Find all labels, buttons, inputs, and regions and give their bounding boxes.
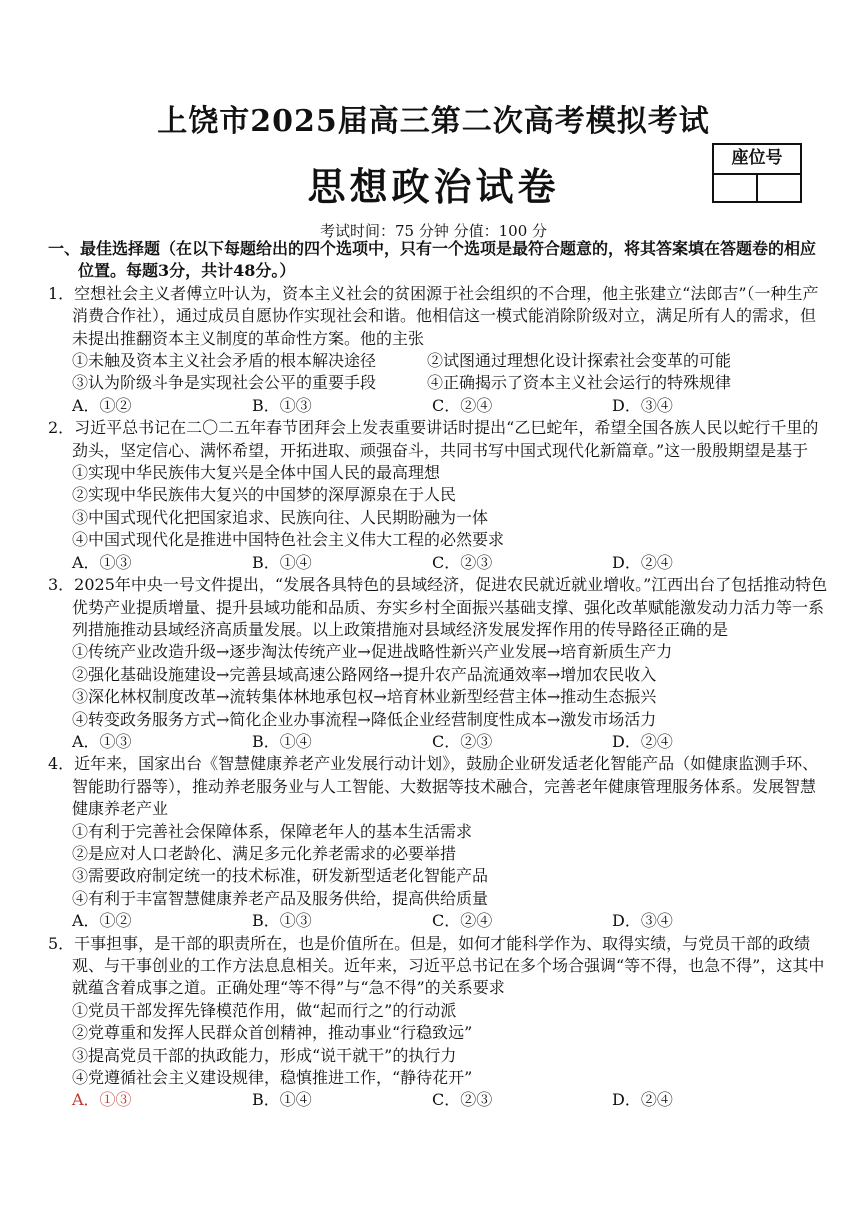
question-stem: 4．近年来，国家出台《智慧健康养老产业发展行动计划》，鼓励企业研发适老化智能产品（如健康监测手环、智能助行器等），推动养老服务业与人工智能、大数据等技术融合，完善老年健康管理服务体系。发展智慧健康养老产业 xyxy=(48,754,819,819)
seat-cell-2 xyxy=(756,175,800,203)
answer-choice-b: B．①③ xyxy=(252,911,312,931)
option-statement: ①传统产业改造升级→逐步淘汰传统产业→促进战略性新兴产业发展→培育新质生产力 xyxy=(72,642,673,662)
answer-choice-c: C．②③ xyxy=(432,552,493,572)
answer-choice-b: B．①④ xyxy=(252,731,312,751)
answer-choice-b: B．①④ xyxy=(252,1090,312,1110)
answer-choices xyxy=(48,731,828,753)
option-statement: ②党尊重和发挥人民群众首创精神，推动事业“行稳致远” xyxy=(72,1023,473,1043)
option-statement: ②是应对人口老龄化、满足多元化养老需求的必要举措 xyxy=(72,843,457,863)
option-statement: ③认为阶级斗争是实现社会公平的重要手段 xyxy=(72,373,377,393)
answer-choice-c: C．②④ xyxy=(432,911,493,931)
option-statement: ②强化基础设施建设→完善县域高速公路网络→提升农产品流通效率→增加农民收入 xyxy=(72,664,657,684)
option-statement: ①党员干部发挥先锋模范作用，做“起而行之”的行动派 xyxy=(72,1000,457,1020)
answer-choice-d: D．②④ xyxy=(612,552,673,572)
answer-choice-b: B．①③ xyxy=(252,395,312,415)
answer-choice-d: D．②④ xyxy=(612,1090,673,1110)
option-statement: ②实现中华民族伟大复兴的中国梦的深厚源泉在于人民 xyxy=(72,485,457,505)
question-2 xyxy=(48,417,828,574)
option-statement: ④党遵循社会主义建设规律，稳慎推进工作，“静待花开” xyxy=(72,1068,473,1088)
seat-number-box xyxy=(712,143,802,203)
option-statement: ④正确揭示了资本主义社会运行的特殊规律 xyxy=(427,373,732,393)
option-statement: ④转变政务服务方式→简化企业办事流程→降低企业经营制度性成本→激发市场活力 xyxy=(72,709,657,729)
seat-number-label: 座位号 xyxy=(714,145,800,175)
answer-choice-d: D．③④ xyxy=(612,911,673,931)
exam-content xyxy=(48,238,828,1112)
answer-choice-d: D．③④ xyxy=(612,395,673,415)
answer-choices xyxy=(48,552,828,574)
answer-choice-a: A．①③ xyxy=(72,552,132,572)
exam-subtitle: 思想政治试卷 xyxy=(307,164,560,209)
answer-choice-a: A．①③ xyxy=(72,731,132,751)
answer-choices xyxy=(48,910,828,932)
option-statement: ①未触及资本主义社会矛盾的根本解决途径 xyxy=(72,351,377,371)
option-statement: ③中国式现代化把国家追求、民族向往、人民期盼融为一体 xyxy=(72,507,489,527)
option-statement: ①实现中华民族伟大复兴是全体中国人民的最高理想 xyxy=(72,463,441,483)
answer-choice-a: A．①③ xyxy=(72,1090,132,1110)
answer-choice-a: A．①② xyxy=(72,395,132,415)
question-stem: 2．习近平总书记在二〇二五年春节团拜会上发表重要讲话时提出“乙巳蛇年，希望全国各族人民以蛇行千里的劲头，坚定信心、满怀希望，开拓进取、顽强奋斗，共同书写中国式现代化新篇章。”这一殷殷期望是基于 xyxy=(48,418,819,460)
answer-choices xyxy=(48,1089,828,1111)
option-statement: ①有利于完善社会保障体系，保障老年人的基本生活需求 xyxy=(72,821,473,841)
question-stem: 5．干事担事，是干部的职责所在，也是价值所在。但是，如何才能科学作为、取得实绩，与党员干部的政绩观、与干事创业的工作方法息息相关。近年来，习近平总书记在多个场合强调“等不得，也急不得”，这其中就蕴含着成事之道。正确处理“等不得”与“急不得”的关系要求 xyxy=(48,933,825,998)
exam-info: 考试时间：75 分钟 分值：100 分 xyxy=(319,222,548,240)
option-statement: ④中国式现代化是推进中国特色社会主义伟大工程的必然要求 xyxy=(72,530,505,550)
answer-choice-c: C．②③ xyxy=(432,731,493,751)
question-1 xyxy=(48,283,828,417)
question-4 xyxy=(48,753,828,932)
section-heading: 一、最佳选择题（在以下每题给出的四个选项中，只有一个选项是最符合题意的，将其答案填在答题卷的相应位置。每题3分，共计48分。） xyxy=(48,239,817,281)
option-statement: ②试图通过理想化设计探索社会变革的可能 xyxy=(427,351,732,371)
option-statement: ③提高党员干部的执政能力，形成“说干就干”的执行力 xyxy=(72,1045,457,1065)
question-3 xyxy=(48,574,828,753)
question-5 xyxy=(48,933,828,1112)
answer-choice-c: C．②③ xyxy=(432,1090,493,1110)
option-statement: ④有利于丰富智慧健康养老产品及服务供给，提高供给质量 xyxy=(72,888,489,908)
seat-cell-1 xyxy=(714,175,756,203)
answer-choice-a: A．①② xyxy=(72,911,132,931)
option-statement: ③深化林权制度改革→流转集体林地承包权→培育林业新型经营主体→推动生态振兴 xyxy=(72,687,657,707)
question-stem: 3．2025年中央一号文件提出，“发展各具特色的县域经济，促进农民就近就业增收。”江西出台了包括推动特色优势产业提质增量、提升县域功能和品质、夯实乡村全面振兴基础支撑、强化改革赋能激发动力活力等一系列措施推动县域经济高质量发展。以上政策措施对县域经济发展发挥作用的传导路径正确的是 xyxy=(48,575,828,639)
option-statement: ③需要政府制定统一的技术标准，研发新型适老化智能产品 xyxy=(72,866,489,886)
answer-choice-b: B．①④ xyxy=(252,552,312,572)
answer-choice-c: C．②④ xyxy=(432,395,493,415)
answer-choices xyxy=(48,395,828,417)
question-stem: 1．空想社会主义者傅立叶认为，资本主义社会的贫困源于社会组织的不合理，他主张建立“法郎吉”（一种生产消费合作社），通过成员自愿协作实现社会和谐。他相信这一模式能消除阶级对立，满足所有人的需求，但未提出推翻资本主义制度的革命性方案。他的主张 xyxy=(48,283,819,348)
exam-title: 上饶市2025届高三第二次高考模拟考试 xyxy=(157,104,710,139)
answer-choice-d: D．②④ xyxy=(612,731,673,751)
